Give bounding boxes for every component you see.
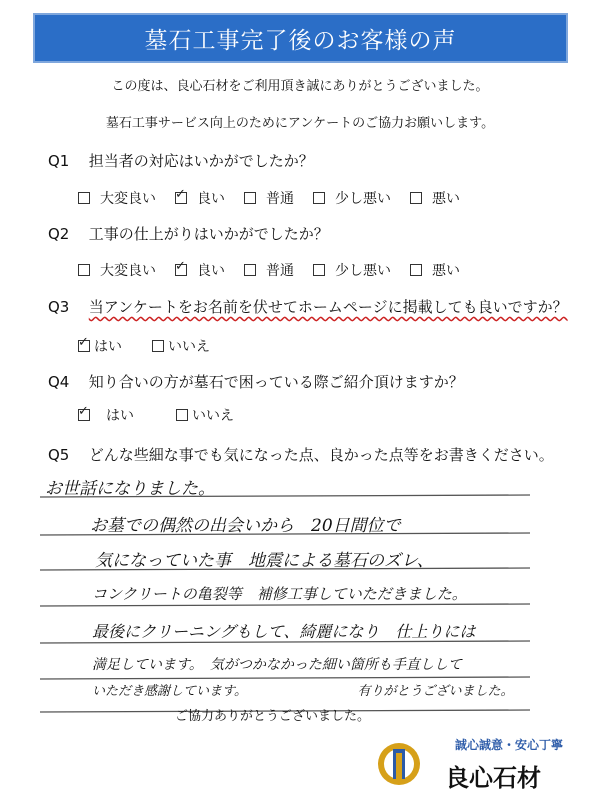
- option-label: 悪い: [432, 191, 460, 207]
- option-label: 大変良い: [100, 263, 156, 279]
- company-name: 良心石材: [445, 763, 541, 792]
- handwriting-line: お世話になりました。: [45, 479, 215, 499]
- page-title: 墓石工事完了後のお客様の声: [144, 27, 457, 54]
- option-label: 普通: [266, 191, 294, 207]
- option-label: 良い: [197, 263, 225, 279]
- company-logo-icon: [375, 740, 423, 788]
- handwriting-line: お墓での偶然の出会いから 20日間位で: [90, 516, 401, 536]
- handwriting-line: コンクリートの亀裂等 補修工事していただきました。: [92, 585, 467, 603]
- option-label: 悪い: [432, 263, 460, 279]
- question-number: Q5: [48, 446, 70, 464]
- option-label: 大変良い: [100, 191, 156, 207]
- question-number: Q1: [48, 152, 70, 170]
- handwriting-line: いただき感謝しています。 有りがとうございました。: [92, 684, 514, 699]
- option-label: 少し悪い: [335, 191, 391, 207]
- handwriting-line: 満足しています。 気がつかなかった細い箇所も手直しして: [92, 657, 462, 673]
- question-number: Q2: [48, 225, 70, 243]
- intro-line-2: 墓石工事サービス向上のためにアンケートのご協力お願いします。: [105, 116, 495, 131]
- handwriting-line: 気になっていた事 地震による墓石のズレ、: [95, 551, 434, 571]
- question-number: Q3: [48, 298, 70, 316]
- option-label: 少し悪い: [335, 263, 391, 279]
- option-label: 普通: [266, 263, 294, 279]
- question-text: 担当者の対応はいかがでしたか？: [88, 152, 314, 170]
- option-label: はい: [94, 339, 122, 355]
- question-text: どんな些細な事でも気になった点、良かった点等をお書きください。: [88, 446, 554, 464]
- question-text: 工事の仕上がりはいかがでしたか？: [88, 225, 329, 243]
- handwriting-line: 最後にクリーニングもして、綺麗になり 仕上りには: [92, 622, 476, 641]
- company-tagline: 誠心誠意・安心丁寧: [455, 738, 564, 752]
- question-text: 当アンケートをお名前を伏せてホームページに掲載しても良いですか？: [88, 298, 568, 316]
- option-label: いいえ: [168, 339, 210, 355]
- option-label: 良い: [197, 191, 225, 207]
- intro-line-1: この度は、良心石材をご利用頂き誠にありがとうございました。: [111, 79, 489, 94]
- option-label: はい: [106, 408, 134, 424]
- question-number: Q4: [48, 373, 70, 391]
- option-label: いいえ: [192, 408, 234, 424]
- closing-thanks: ご協力ありがとうございました。: [175, 709, 371, 724]
- question-text: 知り合いの方が墓石で困っている際ご紹介頂けますか？: [88, 373, 464, 391]
